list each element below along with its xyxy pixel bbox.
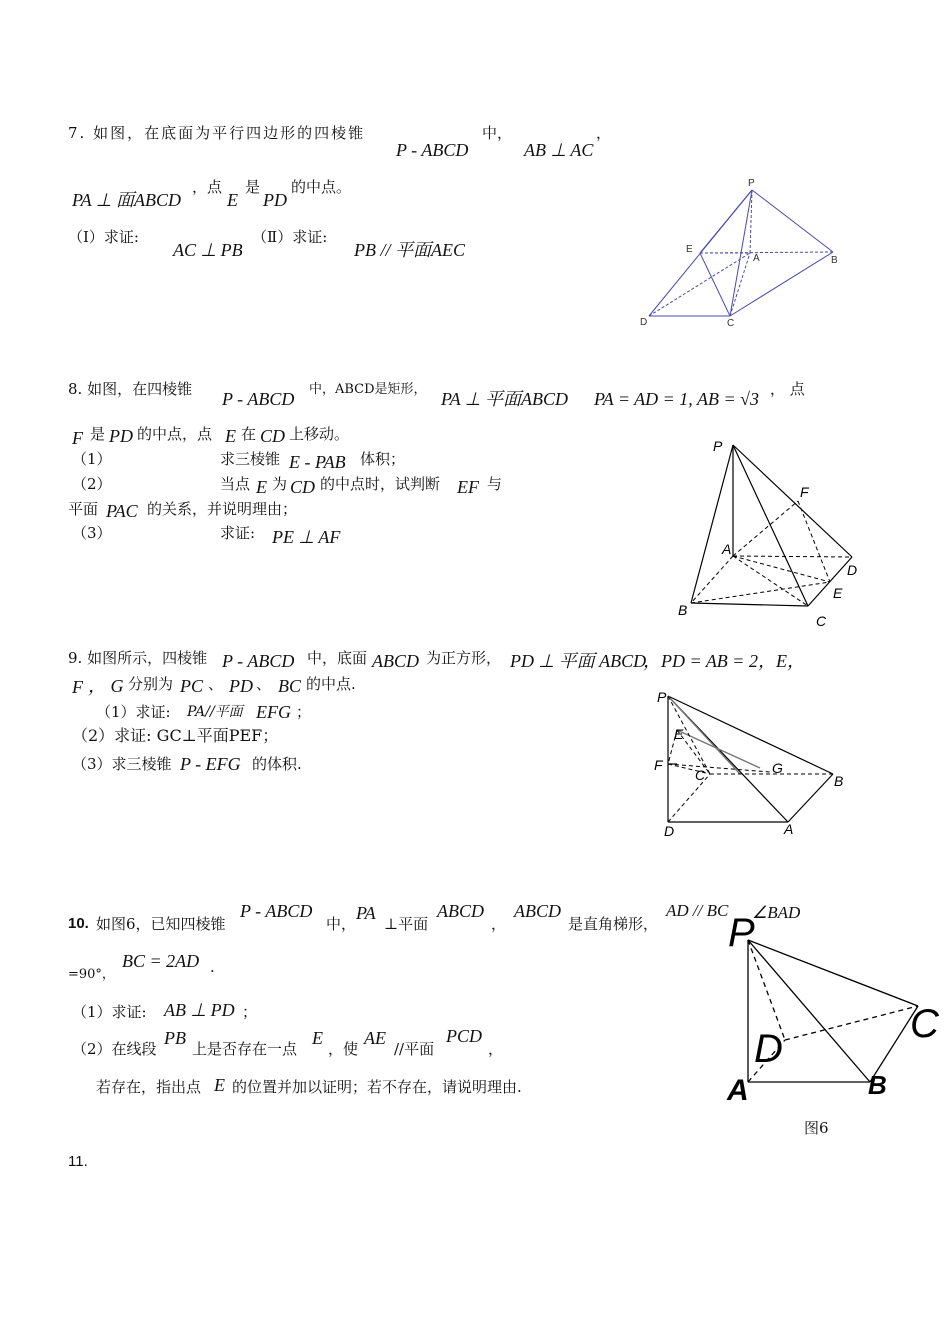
- p9-line2-sep1: 、: [208, 675, 224, 693]
- p7-zhong: 中，: [482, 124, 513, 142]
- p8-label-a: A: [722, 541, 732, 557]
- p8-mid-e: 的中点，点: [137, 425, 213, 443]
- p7-label-a: A: [753, 253, 760, 264]
- p9-q3: （3）求三棱锥: [72, 755, 172, 773]
- p9-q3-math: P - EFG: [180, 754, 241, 774]
- p8-q2-yu: 与: [487, 475, 503, 493]
- p8-q2-num: （2）: [72, 475, 112, 493]
- p10-q2-ae: AE: [364, 1028, 386, 1048]
- p9-q1-efg: EFG: [256, 702, 291, 722]
- p10-text1: 如图6，已知四棱锥: [96, 915, 226, 933]
- p7-label-p: P: [748, 178, 755, 189]
- p8-label-d: D: [847, 562, 858, 578]
- p9-q2: （2）求证: GC⊥平面PEF；: [72, 726, 279, 745]
- p7-label-c: C: [727, 318, 735, 329]
- p10-math-pabcd: P - ABCD: [240, 901, 313, 921]
- p10-comma: ，: [491, 915, 507, 933]
- p9-math-pd-plane: PD ⊥ 平面 ABCD: [510, 651, 647, 671]
- p10-q2-tail: ，: [488, 1040, 504, 1058]
- p10-q2-e: E: [312, 1028, 323, 1048]
- p8-math-e: E: [225, 426, 236, 446]
- p8-move: 上移动。: [289, 425, 350, 443]
- p7-math-ab-ac: AB ⊥ AC: [524, 140, 594, 160]
- p9-line2-pc: PC: [180, 676, 204, 696]
- p8-math-pabcd: P - ABCD: [222, 389, 295, 409]
- p10-zhong: 中，: [326, 915, 357, 933]
- p8-q1-num: （1）: [72, 450, 112, 468]
- p7-dian: ，点: [192, 178, 223, 196]
- p8-math-f: F: [72, 428, 83, 448]
- p10-q1-tail: ；: [242, 1003, 258, 1021]
- p8-q2-line2a: 平面: [68, 500, 99, 518]
- p9-label-a: A: [784, 821, 794, 837]
- p9-zhong-dimian: 中，底面: [307, 649, 368, 667]
- p10-period: .: [210, 958, 215, 976]
- p9-q1-tail: ；: [296, 703, 312, 721]
- p8-label-p: P: [713, 438, 723, 454]
- p8-mid-text: 中，ABCD是矩形，: [309, 382, 427, 397]
- p9-label-d: D: [664, 823, 675, 839]
- p7-part1: （Ⅰ）求证:: [68, 228, 139, 246]
- p7-math-pb-parallel: PB // 平面AEC: [354, 240, 465, 260]
- p7-comma: ，: [596, 124, 612, 142]
- p9-line2-sep2: 、: [256, 675, 272, 693]
- p7-part2: （Ⅱ）求证:: [252, 228, 328, 246]
- p7-stem: 7. 如图，在底面为平行四边形的四棱锥: [68, 124, 366, 142]
- p9-math-values: ，PD = AB = 2，E，: [643, 651, 805, 671]
- p8-q3-text: 求证:: [220, 524, 256, 542]
- p7-label-d: D: [640, 317, 648, 328]
- p10-math-pa: PA: [356, 903, 376, 923]
- p8-shi: 是: [90, 425, 106, 443]
- p10-label-b: B: [868, 1070, 887, 1100]
- p8-dian: ， 点: [770, 380, 805, 398]
- p9-line2-pd: PD: [229, 676, 253, 696]
- p9-line2-tail: 的中点.: [306, 675, 356, 693]
- p10-math-abcd1: ABCD: [437, 901, 484, 921]
- p9-stem: 9. 如图所示，四棱锥: [68, 649, 208, 667]
- p9-math-pabcd: P - ABCD: [222, 651, 295, 671]
- p8-zai: 在: [241, 425, 257, 443]
- p9-label-b: B: [834, 773, 844, 789]
- p8-q1-text: 求三棱锥: [220, 450, 281, 468]
- p10-label-a: A: [727, 1074, 749, 1107]
- p9-math-abcd: ABCD: [372, 651, 419, 671]
- p8-q3-num: （3）: [72, 524, 112, 542]
- p9-label-g: G: [772, 760, 783, 776]
- p10-label-d: D: [754, 1027, 783, 1071]
- p8-q1-math: E - PAB: [289, 452, 346, 472]
- p9-q3-tail: 的体积.: [252, 755, 302, 773]
- p10-q1: （1）求证:: [72, 1003, 147, 1021]
- p8-label-b: B: [678, 602, 688, 618]
- p8-math-pd: PD: [109, 426, 133, 446]
- p8-q2-text: 当点: [220, 475, 251, 493]
- p9-line2-f: F: [72, 677, 83, 697]
- p10-perp-plane: ⊥平面: [384, 915, 429, 933]
- p7-math-pabcd: P - ABCD: [396, 140, 469, 160]
- p7-math-pd: PD: [263, 190, 287, 210]
- p7-math-pa-plane: PA ⊥ 面ABCD: [72, 190, 182, 210]
- p8-q2-e: E: [256, 477, 267, 497]
- p10-math-bad: ∠BAD: [752, 903, 801, 922]
- p9-label-f: F: [654, 757, 663, 773]
- p8-q2-pac: PAC: [106, 501, 138, 521]
- p10-q1-math: AB ⊥ PD: [164, 1000, 235, 1020]
- p10-q2-shi: ，使: [328, 1040, 359, 1058]
- p11-num: 11.: [68, 1153, 88, 1170]
- p8-q2-mid: 的中点时，试判断: [320, 475, 441, 493]
- p9-label-c: C: [695, 767, 706, 783]
- p10-q2-plane: //平面: [394, 1040, 435, 1058]
- p10-line2a: =90°，: [68, 967, 115, 982]
- p10-math-bc-2ad: BC = 2AD: [122, 951, 200, 971]
- p10-q3b: 的位置并加以证明；若不存在，请说明理由.: [232, 1078, 522, 1096]
- p9-q1: （1）求证:: [96, 703, 171, 721]
- p10-fig-caption: 图6: [804, 1119, 829, 1137]
- p10-q2-pb: PB: [164, 1028, 186, 1048]
- p8-label-c: C: [816, 613, 827, 629]
- p8-q2-ef: EF: [457, 477, 479, 497]
- p7-math-ac-pb: AC ⊥ PB: [173, 240, 243, 260]
- p8-q2-line2b: 的关系，并说明理由；: [147, 500, 298, 518]
- p9-line2-text: 分别为: [128, 675, 174, 693]
- p9-label-e: E: [674, 726, 684, 742]
- p7-midpoint: 的中点。: [291, 178, 352, 196]
- p8-stem: 8. 如图，在四棱锥: [68, 380, 193, 398]
- p9-label-p: P: [657, 689, 667, 705]
- p10-trap: 是直角梯形，: [568, 915, 659, 933]
- p8-q2-wei: 为: [272, 475, 288, 493]
- p10-math-abcd2: ABCD: [514, 901, 561, 921]
- p10-q3-e: E: [214, 1075, 225, 1095]
- p7-shi: 是: [245, 178, 261, 196]
- p10-num: 10.: [68, 915, 89, 932]
- p9-line2-bc: BC: [278, 676, 302, 696]
- p10-q2-pcd: PCD: [446, 1026, 482, 1046]
- p9-q1-math: PA//平面: [187, 704, 243, 720]
- p8-math-values: PA = AD = 1, AB = √3: [594, 389, 759, 409]
- p8-math-pa-plane: PA ⊥ 平面ABCD: [441, 389, 569, 409]
- p9-square: 为正方形，: [426, 649, 502, 667]
- p9-line2-g: ， G: [88, 676, 124, 696]
- p8-q3-math: PE ⊥ AF: [272, 527, 341, 547]
- p8-label-e: E: [833, 585, 843, 601]
- p10-label-p: P: [728, 911, 755, 955]
- p7-label-b: B: [831, 255, 838, 266]
- p8-label-f: F: [800, 484, 809, 500]
- p10-q2: （2）在线段: [72, 1040, 157, 1058]
- p10-q3a: 若存在，指出点: [96, 1078, 202, 1096]
- p7-math-e: E: [227, 190, 238, 210]
- p8-q2-cd: CD: [290, 477, 316, 497]
- p8-math-cd: CD: [260, 426, 286, 446]
- p8-q1-tail: 体积；: [360, 450, 406, 468]
- p7-label-e: E: [686, 244, 693, 255]
- p10-math-ad-bc: AD // BC: [666, 901, 729, 920]
- p10-q2-mid: 上是否存在一点: [192, 1040, 298, 1058]
- p10-label-c: C: [910, 1002, 939, 1046]
